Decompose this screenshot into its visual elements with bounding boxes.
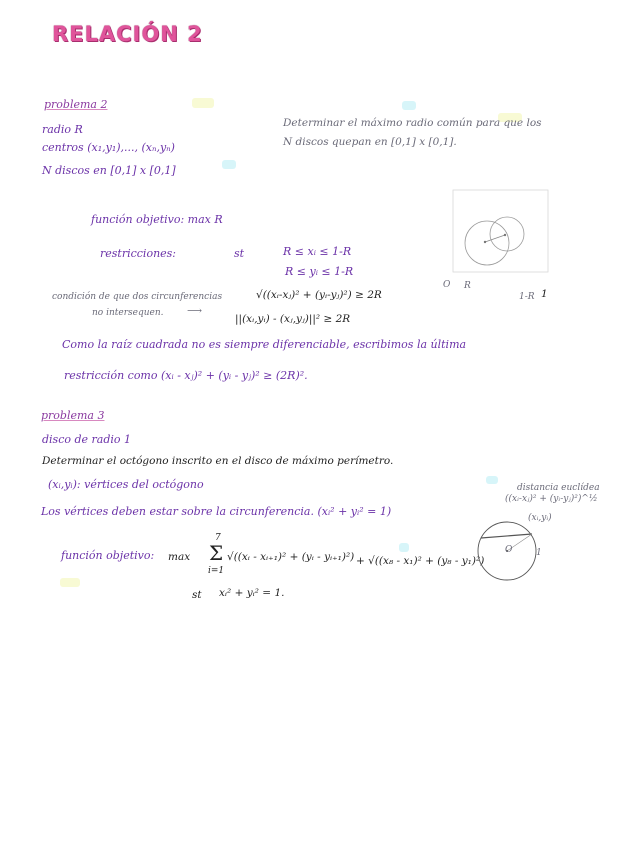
p3-determinar: Determinar el octógono inscrito en el disco de máximo perímetro.: [42, 455, 394, 467]
p3-sum-bottom: i=1: [208, 566, 225, 576]
p2-disc-1: [465, 221, 509, 265]
p2-st: st: [234, 247, 245, 260]
p2-unit-square: [453, 190, 548, 272]
p2-condition-norm: ||(xᵢ,yᵢ) - (xⱼ,yⱼ)||² ≥ 2R: [235, 313, 351, 325]
p2-ndiscos: N discos en [0,1] x [0,1]: [42, 164, 176, 177]
p3-objective-label: función objetivo:: [61, 549, 155, 562]
p2-diagram-1r: 1-R: [519, 292, 535, 302]
p3-note-formula: ((xᵢ-xⱼ)² + (yᵢ-yⱼ)²)^½: [505, 494, 598, 504]
p3-st: st: [192, 589, 202, 601]
p2-objective: función objetivo: max R: [91, 213, 223, 226]
p3-radius-one: 1: [536, 548, 542, 558]
p3-sum-top: 7: [215, 533, 221, 543]
p3-sum-sign: Σ: [209, 541, 224, 565]
p3-los-vertices: Los vértices deben estar sobre la circunferencia. (xᵢ² + yᵢ² = 1): [41, 505, 392, 518]
p2-centros: centros (x₁,y₁),..., (xₙ,yₙ): [42, 141, 175, 154]
problem-2-heading: problema 2: [44, 98, 108, 111]
p2-como-line2: restricción como (xᵢ - xⱼ)² + (yᵢ - yⱼ)² ≥ (2R)².: [64, 369, 308, 382]
p2-diagram-one: 1: [541, 288, 548, 300]
p3-disco: disco de radio 1: [42, 433, 132, 446]
p2-square-diagram: [447, 188, 557, 278]
p2-determinar-line1: Determinar el máximo radio común para que los: [283, 117, 542, 129]
p3-vertices: (xᵢ,yᵢ): vértices del octógono: [48, 478, 204, 491]
p3-center-o: O: [505, 545, 513, 555]
p2-restriction-1: R ≤ xᵢ ≤ 1-R: [283, 245, 352, 258]
p2-diagram-r: R: [464, 281, 471, 291]
p3-expr-1: √((xᵢ - xᵢ₊₁)² + (yᵢ - yᵢ₊₁)²): [227, 551, 355, 563]
p2-como-line1: Como la raíz cuadrada no es siempre diferenciable, escribimos la última: [62, 338, 467, 351]
p3-st-equation: xᵢ² + yᵢ² = 1.: [219, 587, 285, 599]
p2-diagram-origin: O: [443, 280, 451, 290]
p3-max: max: [168, 551, 191, 563]
p2-determinar-line2: N discos quepan en [0,1] x [0,1].: [283, 136, 457, 148]
p3-note-distance: distancia euclídea: [517, 483, 600, 493]
p2-arrow: ⟶: [187, 305, 203, 317]
page-title: RELACIÓN 2: [52, 22, 203, 46]
p2-restrictions-label: restricciones:: [100, 247, 177, 260]
p2-condition-line1: condición de que dos circunferencias: [52, 292, 223, 302]
p2-restriction-2: R ≤ yᵢ ≤ 1-R: [285, 265, 354, 278]
p3-expr-2: + √((x₈ - x₁)² + (y₈ - y₁)²): [356, 555, 485, 567]
p2-condition-line2: no intersequen.: [92, 308, 164, 318]
p3-point-label: (xᵢ,yᵢ): [528, 513, 552, 523]
p2-radio: radio R: [42, 123, 83, 136]
p2-condition-sqrt: √((xᵢ-xⱼ)² + (yᵢ-yⱼ)²) ≥ 2R: [256, 289, 382, 301]
problem-3-heading: problema 3: [41, 409, 105, 422]
